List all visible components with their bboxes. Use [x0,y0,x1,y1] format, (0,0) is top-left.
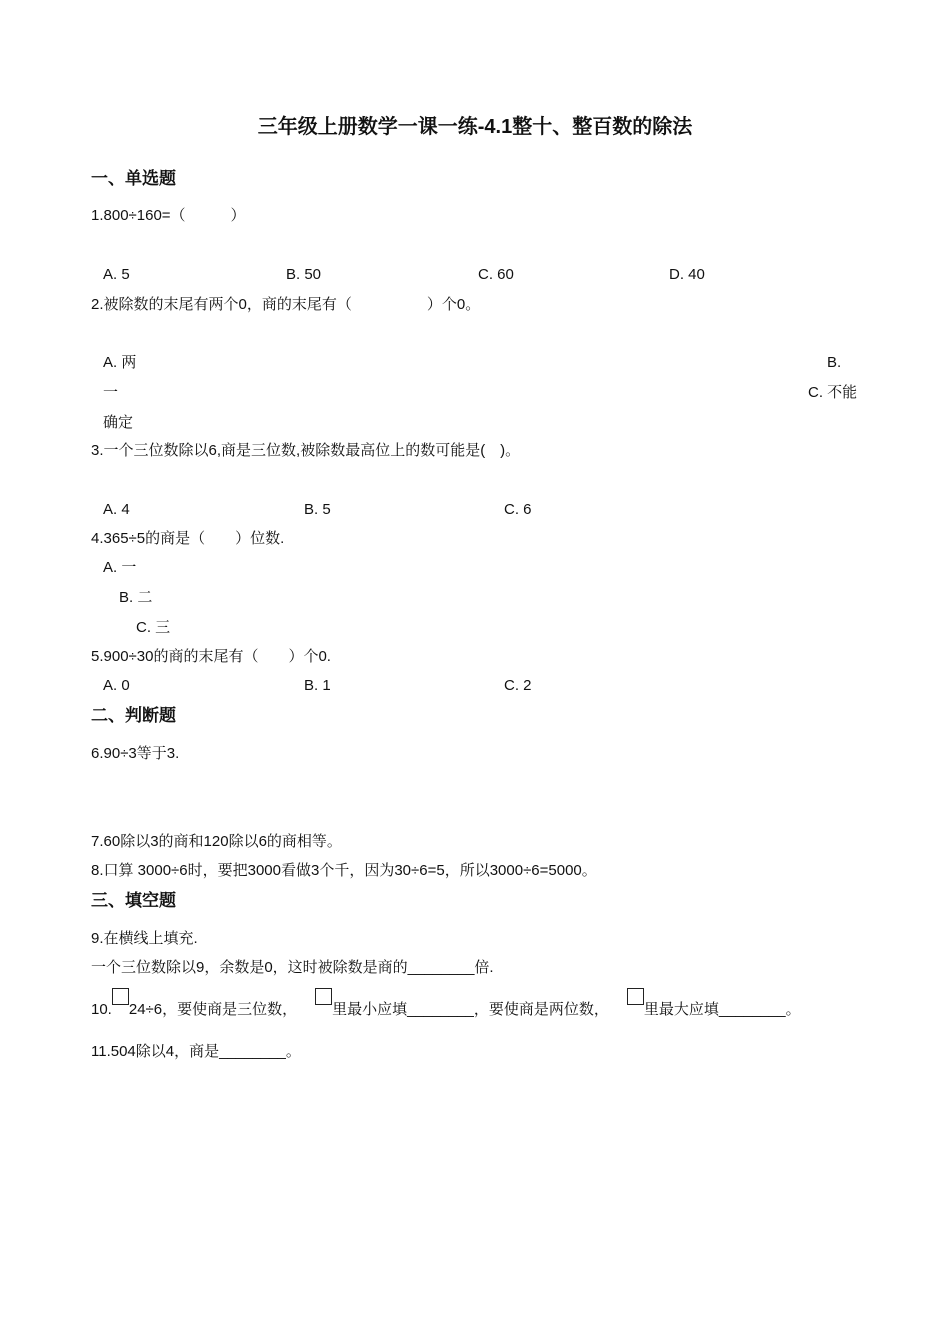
q10-part3: 里最大应填________。 [643,1001,801,1018]
q2-option-a[interactable]: A. 两 [103,354,137,371]
blank-box-icon [315,988,332,1005]
section-heading-true-false: 二、判断题 [91,706,176,725]
q3-option-a[interactable]: A. 4 [103,501,130,518]
question-4: 4.365÷5的商是（ ）位数. [91,530,285,547]
q3-option-c[interactable]: C. 6 [504,501,532,518]
q1-option-a[interactable]: A. 5 [103,266,130,283]
question-9-statement: 一个三位数除以9，余数是0，这时被除数是商的________倍. [91,959,494,976]
q1-option-d[interactable]: D. 40 [669,266,705,283]
q3-option-b[interactable]: B. 5 [304,501,331,518]
q4-option-c[interactable]: C. 三 [136,619,171,636]
q1-option-c[interactable]: C. 60 [478,266,514,283]
question-1: 1.800÷160=（ ） [91,207,246,224]
question-11: 11.504除以4，商是________。 [91,1043,301,1060]
q5-option-a[interactable]: A. 0 [103,677,130,694]
question-8: 8.口算 3000÷6时，要把3000看做3个千，因为30÷6=5，所以3000÷6=5000。 [91,862,597,879]
q4-option-a[interactable]: A. 一 [103,559,137,576]
q5-option-c[interactable]: C. 2 [504,677,532,694]
q10-part1: 24÷6，要使商是三位数， [128,1001,298,1018]
q2-option-b-label[interactable]: B. [827,354,842,371]
blank-box-icon [627,988,644,1005]
blank-box-icon [112,988,129,1005]
q4-option-b[interactable]: B. 二 [119,589,153,606]
question-9: 9.在横线上填充. [91,930,198,947]
question-7: 7.60除以3的商和120除以6的商相等。 [91,833,342,850]
section-heading-fill-blank: 三、填空题 [91,891,176,910]
question-6: 6.90÷3等于3. [91,745,180,762]
question-10 [91,1000,801,1020]
page-title: 三年级上册数学一课一练-4.1整十、整百数的除法 [257,116,693,138]
question-3: 3.一个三位数除以6,商是三位数,被除数最高位上的数可能是( )。 [91,442,521,459]
q2-option-c-continued[interactable]: 确定 [103,414,134,431]
section-heading-single-choice: 一、单选题 [91,169,176,188]
q2-option-c[interactable]: C. 不能 [808,384,858,401]
question-2: 2.被除数的末尾有两个0，商的末尾有（ ）个0。 [91,296,481,313]
q1-option-b[interactable]: B. 50 [286,266,322,283]
q2-option-b-text[interactable]: 一 [103,384,119,401]
q5-option-b[interactable]: B. 1 [304,677,331,694]
question-5: 5.900÷30的商的末尾有（ ）个0. [91,648,331,665]
q10-part2: 里最小应填________，要使商是两位数， [332,1001,609,1018]
q10-number: 10. [91,1001,112,1018]
